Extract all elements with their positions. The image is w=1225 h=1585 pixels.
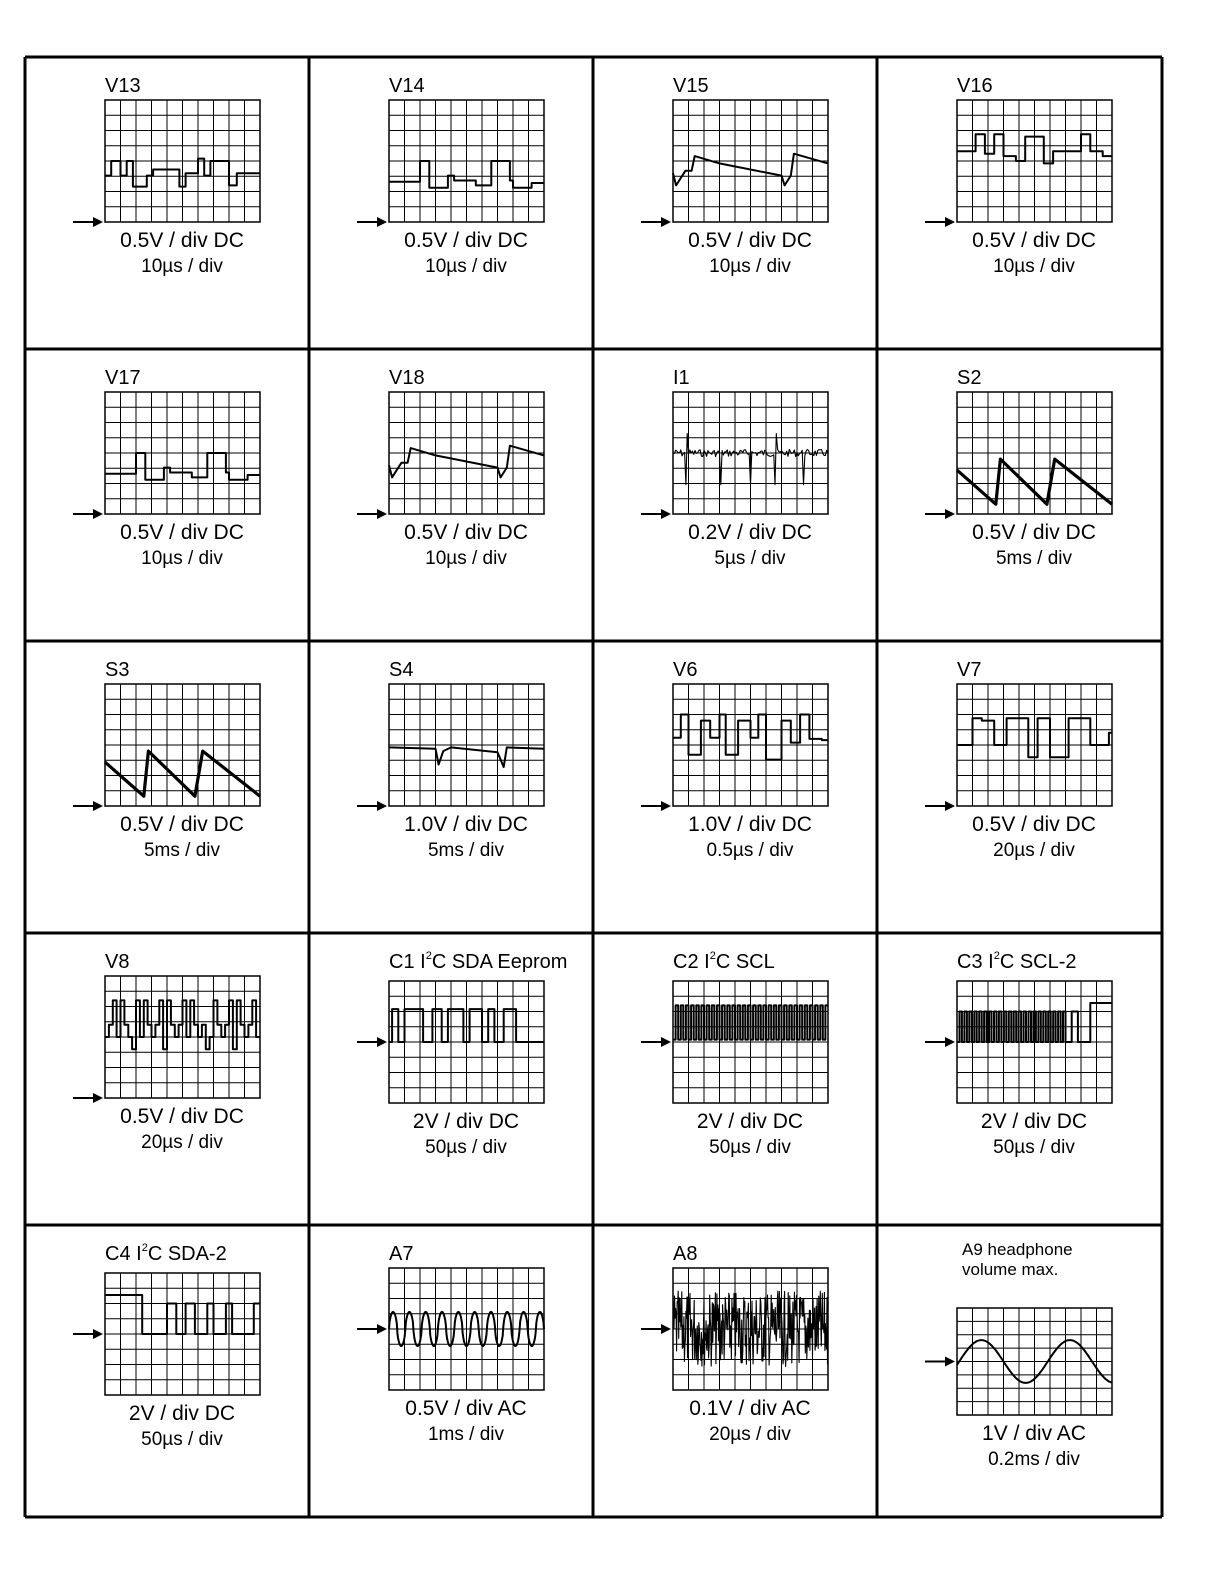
ground-marker-arrow-icon — [357, 1324, 387, 1334]
volts-per-div-label: 1.0V / div DC — [688, 813, 812, 836]
time-per-div-label: 10µs / div — [425, 548, 507, 569]
scope-panel-v7 — [925, 659, 1112, 861]
scope-graticule — [957, 100, 1112, 222]
panel-title: C1 $I^2C$ SDA Eeprom — [389, 950, 568, 973]
scope-graticule — [673, 981, 828, 1103]
volts-per-div-label: 0.5V / div DC — [404, 229, 528, 252]
scope-panel-v15 — [641, 75, 828, 277]
time-per-div-label: 20µs / div — [993, 840, 1075, 861]
scope-panel-v18 — [357, 367, 544, 569]
ground-marker-arrow-icon — [73, 217, 103, 227]
panel-title: V14 — [389, 75, 425, 97]
time-per-div-label: 5µs / div — [714, 548, 786, 569]
ground-marker-arrow-icon — [925, 801, 955, 811]
ground-marker-arrow-icon — [641, 801, 671, 811]
volts-per-div-label: 0.2V / div DC — [688, 521, 812, 544]
time-per-div-label: 1ms / div — [427, 1424, 505, 1445]
panel-title: V16 — [957, 75, 993, 97]
time-per-div-label: 20µs / div — [709, 1424, 791, 1445]
panel-title: C4 $I^2C$ SDA-2 — [105, 1242, 227, 1265]
waveform-trace — [673, 1005, 828, 1039]
ground-marker-arrow-icon — [641, 1324, 671, 1334]
panel-title: V8 — [105, 951, 130, 973]
time-per-div-label: 50µs / div — [141, 1429, 223, 1450]
panel-title-line2: volume max. — [962, 1260, 1059, 1279]
scope-panel-a8 — [641, 1243, 828, 1445]
scope-panel-a9 — [925, 1240, 1112, 1470]
volts-per-div-label: 0.1V / div AC — [689, 1397, 811, 1420]
time-per-div-label: 5ms / div — [143, 840, 221, 861]
ground-marker-arrow-icon — [357, 801, 387, 811]
scope-panel-v16 — [925, 75, 1112, 277]
volts-per-div-label: 0.5V / div DC — [120, 229, 244, 252]
scope-panel-i1 — [641, 367, 828, 569]
scope-panel-a7 — [357, 1243, 544, 1445]
ground-marker-arrow-icon — [641, 217, 671, 227]
scope-graticule — [105, 684, 260, 806]
panel-title: S2 — [957, 367, 982, 389]
panel-title: C2 $I^2C$ SCL — [673, 950, 775, 973]
time-per-div-label: 50µs / div — [709, 1137, 791, 1158]
ground-marker-arrow-icon — [925, 1357, 955, 1367]
ground-marker-arrow-icon — [641, 509, 671, 519]
scope-graticule — [389, 1268, 544, 1390]
volts-per-div-label: 0.5V / div DC — [120, 813, 244, 836]
panel-title: A9 headphone — [962, 1240, 1073, 1259]
panel-title: V17 — [105, 367, 141, 389]
scope-graticule — [673, 100, 828, 222]
scope-graticule — [673, 684, 828, 806]
panel-title: I1 — [673, 367, 690, 389]
scope-graticule — [389, 684, 544, 806]
volts-per-div-label: 0.5V / div DC — [972, 813, 1096, 836]
time-per-div-label: 10µs / div — [141, 548, 223, 569]
scope-panel-s4 — [357, 659, 544, 861]
ground-marker-arrow-icon — [357, 1037, 387, 1047]
scope-graticule — [957, 684, 1112, 806]
ground-marker-arrow-icon — [641, 1037, 671, 1047]
ground-marker-arrow-icon — [925, 1037, 955, 1047]
ground-marker-arrow-icon — [73, 509, 103, 519]
scope-graticule — [389, 100, 544, 222]
ground-marker-arrow-icon — [73, 1329, 103, 1339]
ground-marker-arrow-icon — [73, 1093, 103, 1103]
scope-panel-c3 — [925, 950, 1112, 1158]
volts-per-div-label: 0.5V / div DC — [972, 521, 1096, 544]
ground-marker-arrow-icon — [925, 217, 955, 227]
panel-title: V13 — [105, 75, 141, 97]
time-per-div-label: 20µs / div — [141, 1132, 223, 1153]
scope-panel-v8 — [73, 951, 260, 1153]
volts-per-div-label: 2V / div DC — [412, 1110, 520, 1133]
scope-graticule — [957, 1308, 1112, 1415]
volts-per-div-label: 0.5V / div DC — [120, 521, 244, 544]
volts-per-div-label: 1.0V / div DC — [404, 813, 528, 836]
time-per-div-label: 10µs / div — [141, 256, 223, 277]
panel-title: C3 $I^2C$ SCL-2 — [957, 950, 1077, 973]
panel-title: V15 — [673, 75, 709, 97]
panel-title: V7 — [957, 659, 982, 681]
scope-panel-c4 — [73, 1242, 260, 1450]
time-per-div-label: 0.5µs / div — [706, 840, 794, 861]
scope-panel-v14 — [357, 75, 544, 277]
scope-panel-v6 — [641, 659, 828, 861]
panel-title: V18 — [389, 367, 425, 389]
scope-graticule — [105, 392, 260, 514]
time-per-div-label: 50µs / div — [425, 1137, 507, 1158]
panel-title: V6 — [673, 659, 698, 681]
panel-title: A8 — [673, 1243, 698, 1265]
volts-per-div-label: 1V / div AC — [982, 1422, 1086, 1445]
scope-graticule — [389, 392, 544, 514]
volts-per-div-label: 2V / div DC — [128, 1402, 236, 1425]
scope-panel-s2 — [925, 367, 1112, 569]
panel-title: A7 — [389, 1243, 414, 1265]
time-per-div-label: 0.2ms / div — [988, 1449, 1080, 1470]
time-per-div-label: 5ms / div — [427, 840, 505, 861]
time-per-div-label: 10µs / div — [993, 256, 1075, 277]
scope-panel-v17 — [73, 367, 260, 569]
ground-marker-arrow-icon — [925, 509, 955, 519]
volts-per-div-label: 0.5V / div DC — [972, 229, 1096, 252]
volts-per-div-label: 2V / div DC — [696, 1110, 804, 1133]
volts-per-div-label: 0.5V / div DC — [120, 1105, 244, 1128]
scope-panel-s3 — [73, 659, 260, 861]
ground-marker-arrow-icon — [73, 801, 103, 811]
volts-per-div-label: 0.5V / div DC — [404, 521, 528, 544]
scope-graticule — [957, 392, 1112, 514]
volts-per-div-label: 0.5V / div DC — [688, 229, 812, 252]
panel-title: S4 — [389, 659, 414, 681]
volts-per-div-label: 0.5V / div AC — [405, 1397, 527, 1420]
time-per-div-label: 50µs / div — [993, 1137, 1075, 1158]
time-per-div-label: 10µs / div — [425, 256, 507, 277]
panel-title: S3 — [105, 659, 130, 681]
volts-per-div-label: 2V / div DC — [980, 1110, 1088, 1133]
scope-panel-c1 — [357, 950, 567, 1158]
time-per-div-label: 10µs / div — [709, 256, 791, 277]
ground-marker-arrow-icon — [357, 217, 387, 227]
time-per-div-label: 5ms / div — [995, 548, 1073, 569]
scope-panel-v13 — [73, 75, 260, 277]
ground-marker-arrow-icon — [357, 509, 387, 519]
scope-panel-c2 — [641, 950, 828, 1158]
